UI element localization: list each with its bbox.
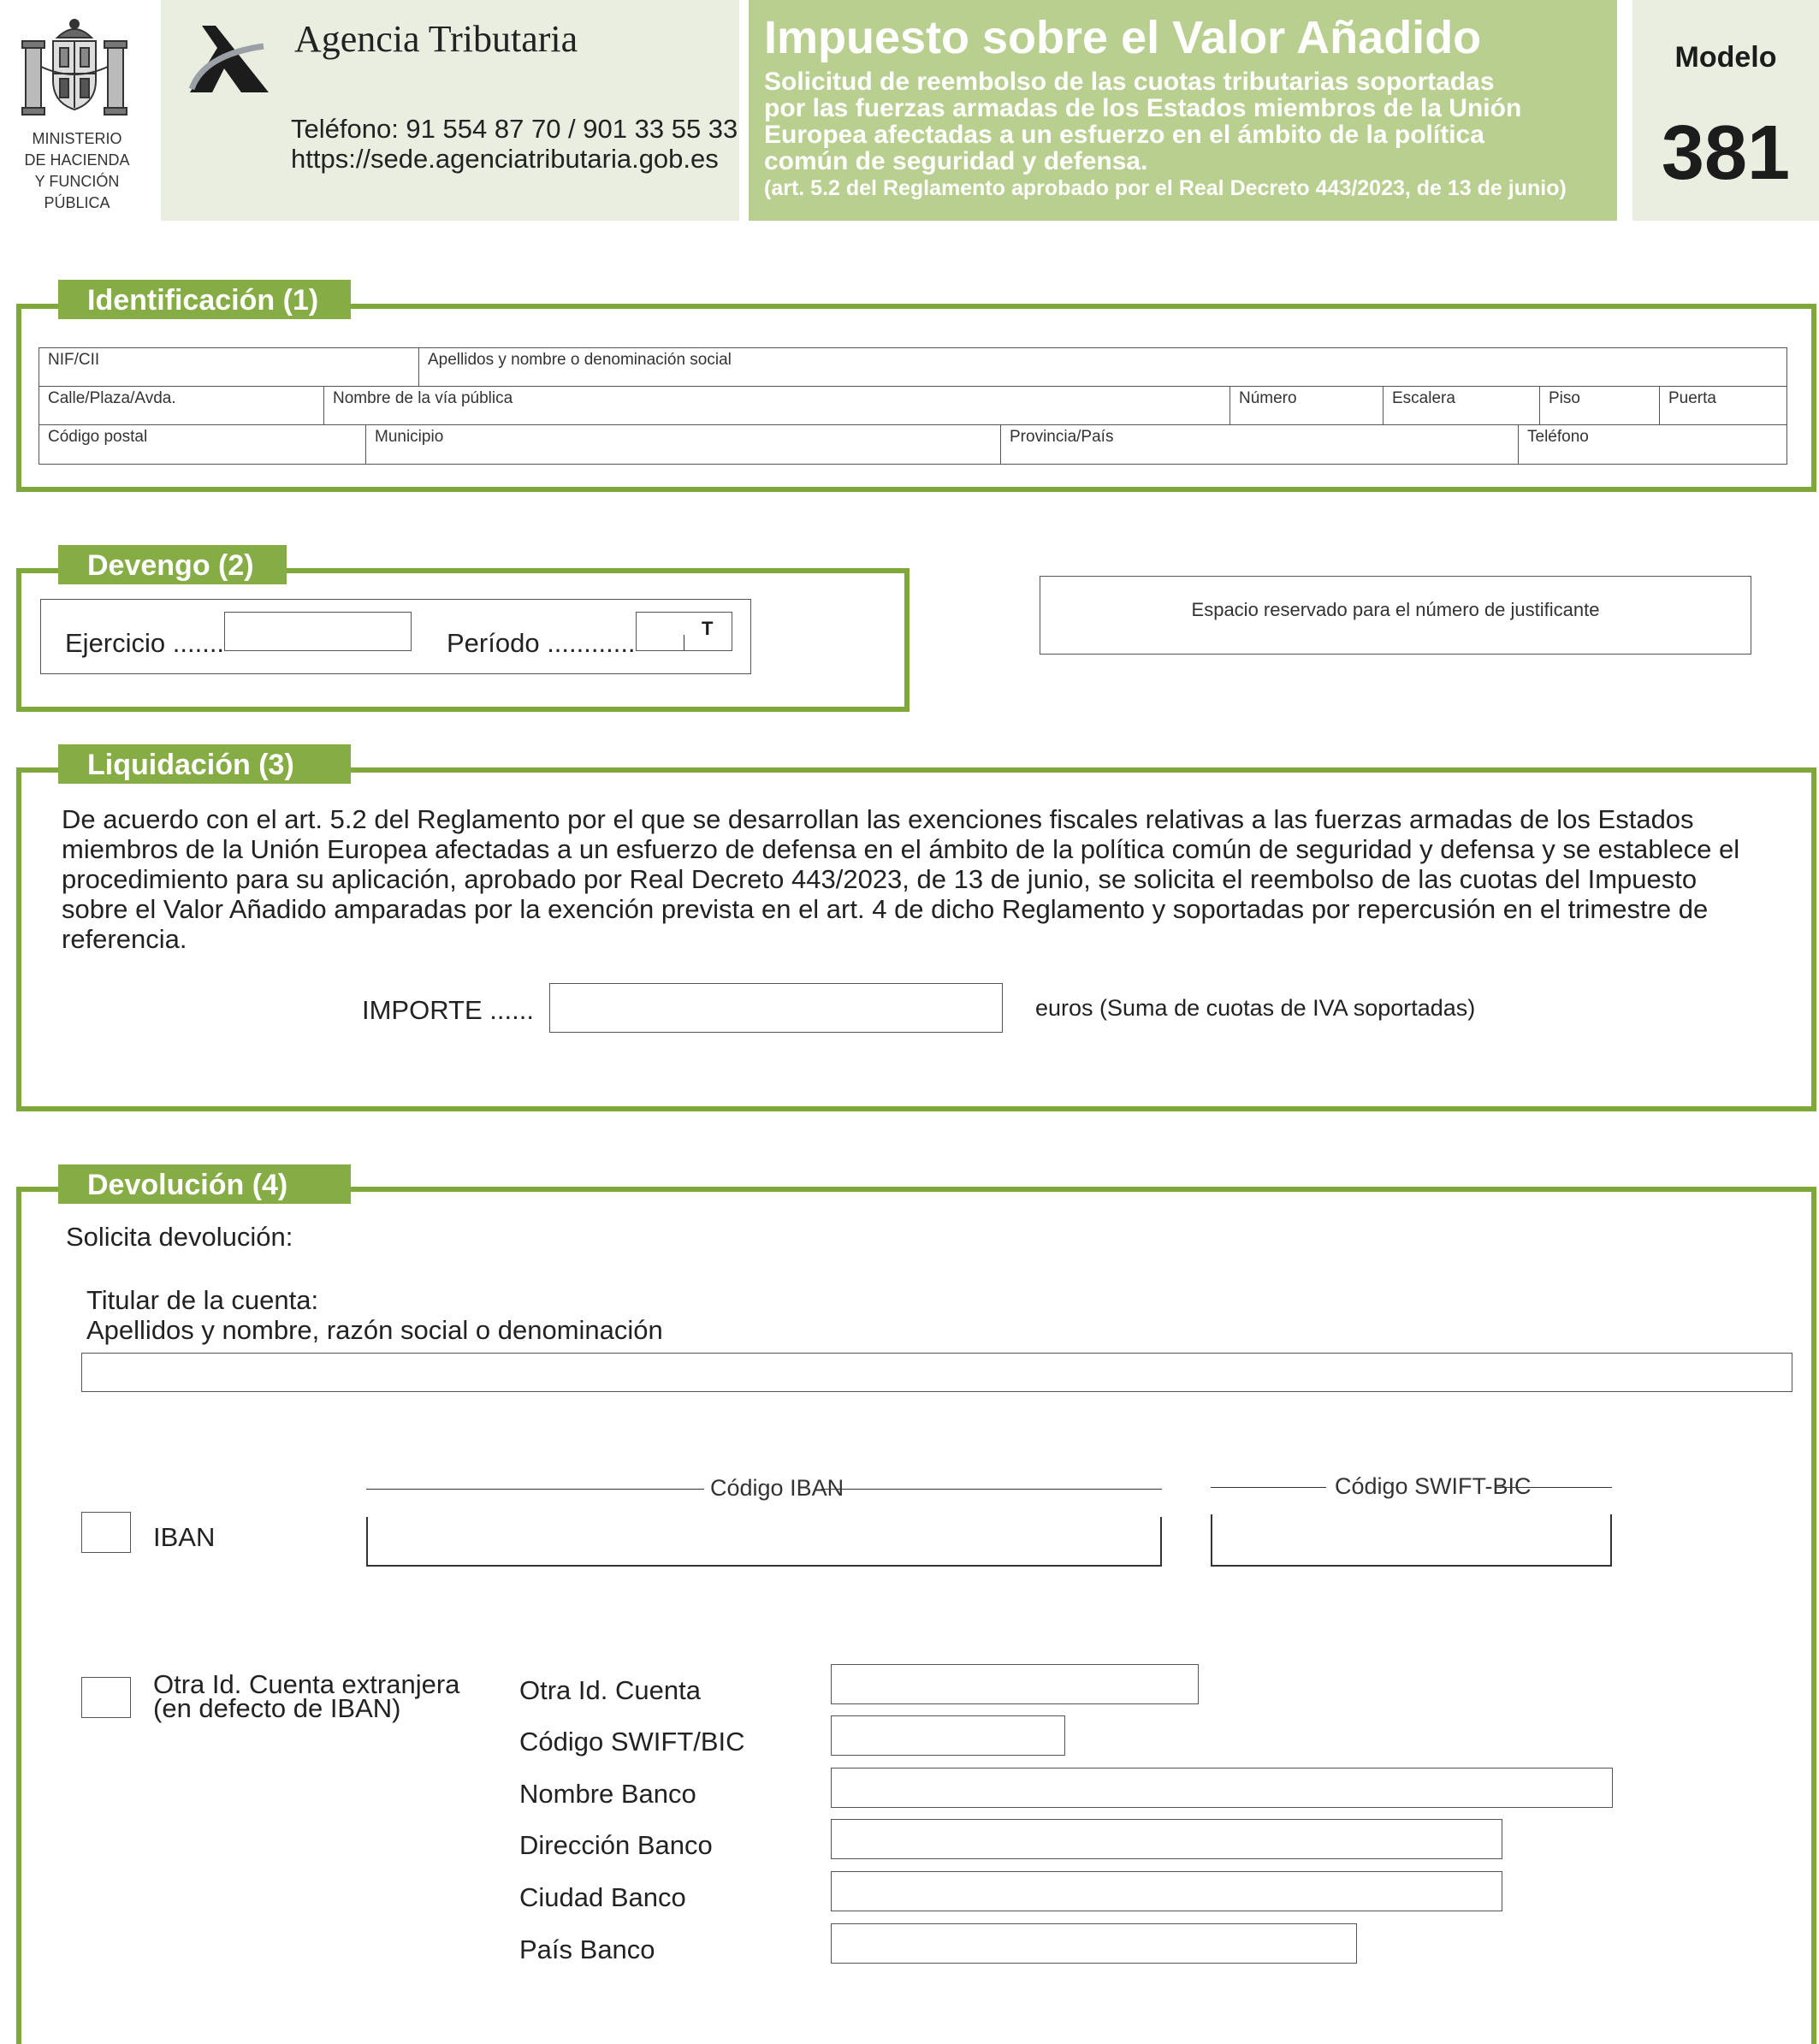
agency-name: Agencia Tributaria bbox=[294, 18, 578, 60]
iban-bracket-left bbox=[366, 1489, 704, 1490]
via-publica-field[interactable]: Nombre de la vía pública bbox=[323, 387, 1271, 424]
importe-label: IMPORTE ...... bbox=[362, 995, 534, 1025]
codigo-swift-bic-input[interactable] bbox=[831, 1715, 1065, 1756]
direccion-banco-label: Dirección Banco bbox=[519, 1830, 713, 1860]
form-subtitle-line: común de seguridad y defensa. bbox=[764, 147, 1148, 175]
identificacion-title: Identificación (1) bbox=[58, 280, 351, 319]
liquidacion-title: Liquidación (3) bbox=[58, 744, 351, 784]
agency-phone: Teléfono: 91 554 87 70 / 901 33 55 33 bbox=[291, 114, 738, 144]
periodo-label: Período ............ bbox=[447, 628, 636, 658]
telefono-field[interactable]: Teléfono bbox=[1518, 425, 1786, 464]
swift-bracket-right bbox=[1496, 1487, 1612, 1488]
importe-input[interactable] bbox=[549, 983, 1003, 1033]
municipio-field[interactable]: Municipio bbox=[365, 425, 1000, 464]
pais-banco-label: País Banco bbox=[519, 1934, 655, 1964]
ciudad-banco-label: Ciudad Banco bbox=[519, 1882, 686, 1912]
devolucion-title: Devolución (4) bbox=[58, 1164, 351, 1204]
codigo-swift-label: Código SWIFT-BIC bbox=[1335, 1473, 1532, 1499]
modelo-number: 381 bbox=[1661, 110, 1791, 196]
iban-bracket-right bbox=[821, 1489, 1162, 1490]
importe-note: euros (Suma de cuotas de IVA soportadas) bbox=[1035, 995, 1476, 1021]
ministry-name bbox=[0, 128, 154, 214]
titular-input[interactable] bbox=[81, 1353, 1792, 1392]
pais-banco-input[interactable] bbox=[831, 1923, 1357, 1964]
identificacion-table bbox=[39, 347, 1787, 465]
codigo-iban-label: Código IBAN bbox=[710, 1475, 844, 1501]
otra-cuenta-label bbox=[153, 1669, 460, 1723]
direccion-banco-input[interactable] bbox=[831, 1819, 1502, 1859]
codigo-postal-field[interactable]: Código postal bbox=[48, 428, 148, 446]
provincia-field[interactable]: Provincia/País bbox=[1000, 425, 1518, 464]
id-row-2 bbox=[39, 387, 1786, 425]
form-subtitle-line: Europea afectadas a un esfuerzo en el ámbito de la política bbox=[764, 121, 1484, 149]
iban-input[interactable] bbox=[366, 1517, 1162, 1567]
titular-label: Titular de la cuenta: bbox=[86, 1285, 319, 1315]
numero-field[interactable]: Número bbox=[1229, 387, 1383, 424]
modelo-label: Modelo bbox=[1674, 41, 1777, 74]
liquidacion-paragraph: De acuerdo con el art. 5.2 del Reglamento por el que se desarrollan las exenciones fiscales relativas a las fuerzas armadas de los Estados miembros de la Unión Europea afectadas a un esfuerzo de defensa en el ámbito de la política común de seguridad y defensa y se establece el procedimiento para su aplicación, aprobado por Real Decreto 443/2023, de 13 de junio, se solicita el reembolso de las cuotas del Impuesto sobre el Valor Añadido amparadas por la exención prevista en el art. 4 de dicho Reglamento y soportadas por repercusión en el trimestre de referencia. bbox=[62, 804, 1740, 954]
nif-field[interactable]: NIF/CII bbox=[48, 351, 100, 369]
otra-id-cuenta-input[interactable] bbox=[831, 1664, 1199, 1704]
swift-input[interactable] bbox=[1211, 1514, 1612, 1567]
ciudad-banco-input[interactable] bbox=[831, 1871, 1502, 1911]
form-title: Impuesto sobre el Valor Añadido bbox=[764, 12, 1482, 63]
solicita-devolucion-label: Solicita devolución: bbox=[66, 1222, 293, 1252]
form-subtitle-line: por las fuerzas armadas de los Estados miembros de la Unión bbox=[764, 94, 1522, 122]
form-subtitle bbox=[764, 68, 1611, 175]
form-subtitle-line: Solicitud de reembolso de las cuotas tributarias soportadas bbox=[764, 68, 1495, 96]
justificante-label: Espacio reservado para el número de justificante bbox=[1191, 599, 1600, 620]
titular-sublabel: Apellidos y nombre, razón social o denominación bbox=[86, 1315, 663, 1345]
form-legal-reference: (art. 5.2 del Reglamento aprobado por el Real Decreto 443/2023, de 13 de junio) bbox=[764, 176, 1567, 200]
nombre-banco-input[interactable] bbox=[831, 1768, 1613, 1808]
puerta-field[interactable]: Puerta bbox=[1659, 387, 1786, 424]
periodo-suffix: T bbox=[702, 618, 714, 639]
ministry-line-2: DE HACIENDA bbox=[24, 151, 130, 169]
id-row-1 bbox=[39, 348, 1786, 387]
ejercicio-label: Ejercicio ....... bbox=[65, 628, 225, 658]
iban-label: IBAN bbox=[153, 1522, 216, 1552]
ministry-line-3: Y FUNCIÓN PÚBLICA bbox=[34, 173, 120, 211]
nombre-banco-label: Nombre Banco bbox=[519, 1779, 696, 1809]
agencia-tributaria-logo-icon bbox=[187, 21, 276, 94]
swift-bracket-left bbox=[1211, 1487, 1326, 1488]
devengo-title: Devengo (2) bbox=[58, 545, 287, 584]
ejercicio-input[interactable] bbox=[224, 612, 412, 651]
iban-checkbox[interactable] bbox=[81, 1512, 131, 1553]
ministry-line-1: MINISTERIO bbox=[32, 130, 122, 147]
id-row-3 bbox=[39, 425, 1786, 464]
coat-of-arms-icon bbox=[19, 14, 130, 127]
codigo-swift-bic-label: Código SWIFT/BIC bbox=[519, 1727, 745, 1757]
calle-field[interactable]: Calle/Plaza/Avda. bbox=[48, 389, 176, 407]
otra-id-cuenta-label: Otra Id. Cuenta bbox=[519, 1675, 701, 1705]
piso-field[interactable]: Piso bbox=[1539, 387, 1659, 424]
agency-website[interactable]: https://sede.agenciatributaria.gob.es bbox=[291, 144, 719, 174]
apellidos-field[interactable]: Apellidos y nombre o denominación social bbox=[418, 348, 1786, 386]
otra-cuenta-label-line: Otra Id. Cuenta extranjera bbox=[153, 1669, 460, 1699]
escalera-field[interactable]: Escalera bbox=[1383, 387, 1539, 424]
otra-cuenta-label-line: (en defecto de IBAN) bbox=[153, 1693, 401, 1723]
otra-cuenta-checkbox[interactable] bbox=[81, 1677, 131, 1718]
